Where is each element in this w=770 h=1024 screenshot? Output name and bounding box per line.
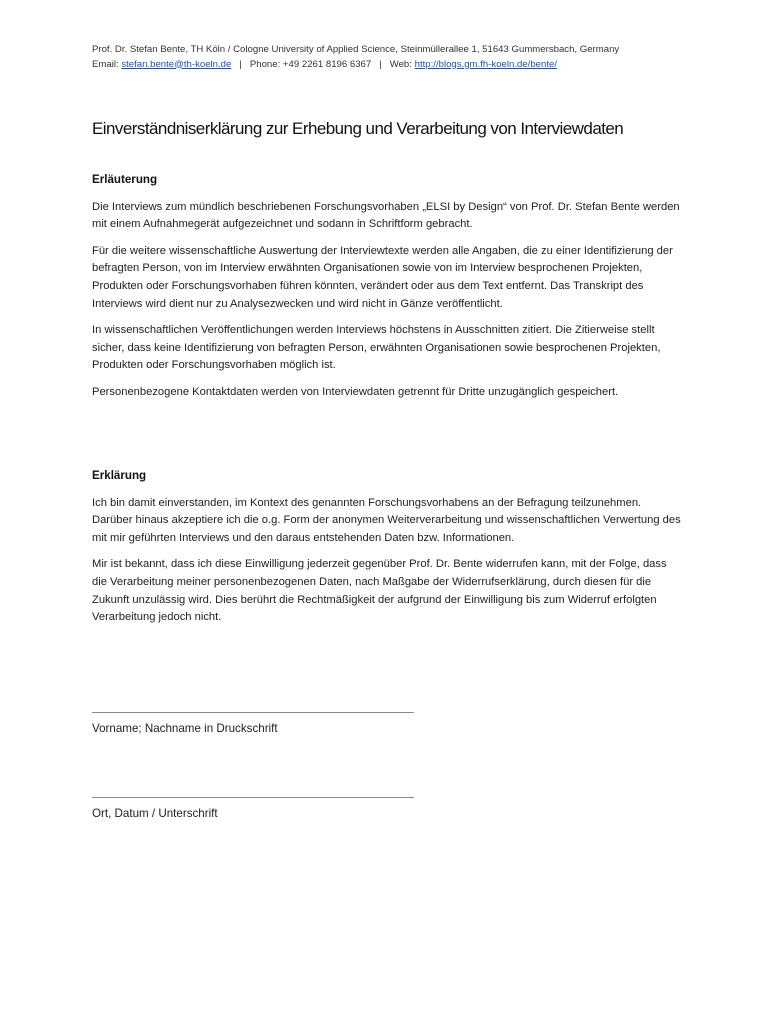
section-explanation — [92, 171, 682, 411]
date-signature-line[interactable] — [92, 797, 414, 798]
section-declaration — [92, 467, 682, 636]
section-heading: Erklärung — [92, 469, 147, 482]
paragraph: Personenbezogene Kontaktdaten werden von Interviewdaten getrennt für Dritte unzugänglich gespeichert. — [92, 385, 619, 398]
name-signature-line[interactable] — [92, 712, 414, 713]
letterhead — [92, 43, 712, 72]
web-label: Web: — [389, 58, 415, 70]
separator: | — [371, 58, 390, 70]
paragraph: Mir ist bekannt, dass ich diese Einwilligung jederzeit gegenüber Prof. Dr. Bente widerrufen kann, mit der Folge, dass die Verarbeitung meiner personenbezogenen Daten, nach Maßgabe der Widerrufserklärung, durch diesen für die Zukunft unzulässig wird. Dies berührt die Rechtmäßigkeit der aufgrund der Einwilligung bis zum Widerruf erfolgten Verarbeitung jedoch nicht. — [92, 558, 667, 624]
section-heading: Erläuterung — [92, 173, 158, 186]
document-title: Einverständniserklärung zur Erhebung und Verarbeitung von Interviewdaten — [92, 119, 624, 138]
name-field-label: Vorname; Nachname in Druckschrift — [92, 722, 278, 735]
place-date-field-label: Ort, Datum / Unterschrift — [92, 807, 218, 820]
paragraph: Für die weitere wissenschaftliche Auswertung der Interviewtexte werden alle Angaben, die zu einer Identifizierung der befragten Person, von im Interview erwähnten Organisationen sowie von im Interview besprochenen Projekten, Produkten oder Forschungsvorhaben führen könnten, verändert oder aus dem Text entfernt. Das Transkript des Interviews wird dient nur zu Analysezwecken und wird nicht in Gänze veröffentlicht. — [92, 244, 673, 310]
phone-number: Phone: +49 2261 8196 6367 — [249, 58, 372, 70]
letterhead-contact — [92, 58, 712, 73]
web-link[interactable]: http://blogs.gm.fh-koeln.de/bente/ — [414, 58, 558, 70]
paragraph: In wissenschaftlichen Veröffentlichungen werden Interviews höchstens in Ausschnitten zitiert. Die Zitierweise stellt sicher, dass keine Identifizierung von befragten Person, erwähnten Organisationen sowie besprochenen Projekten, Produkten oder Forschungsvorhaben möglich ist. — [92, 324, 661, 372]
separator: | — [231, 58, 250, 70]
email-link[interactable]: stefan.bente@th-koeln.de — [121, 58, 232, 70]
paragraph: Die Interviews zum mündlich beschriebenen Forschungsvorhaben „ELSI by Design“ von Prof. Dr. Stefan Bente werden mit einem Aufnahmegerät aufgezeichnet und sodann in Schriftform gebracht. — [92, 200, 680, 231]
letterhead-address: Prof. Dr. Stefan Bente, TH Köln / Cologne University of Applied Science, Steinmüllerallee 1, 51643 Gummersbach, Germany — [92, 44, 620, 55]
paragraph: Ich bin damit einverstanden, im Kontext des genannten Forschungsvorhabens an der Befragung teilzunehmen. Darüber hinaus akzeptiere ich die o.g. Form der anonymen Weiterverarbeitung und wissenschaftlichen Verwertung des mit mir geführten Interviews und den daraus entstehenden Daten bzw. Informationen. — [92, 496, 681, 544]
email-label: Email: — [92, 58, 122, 70]
